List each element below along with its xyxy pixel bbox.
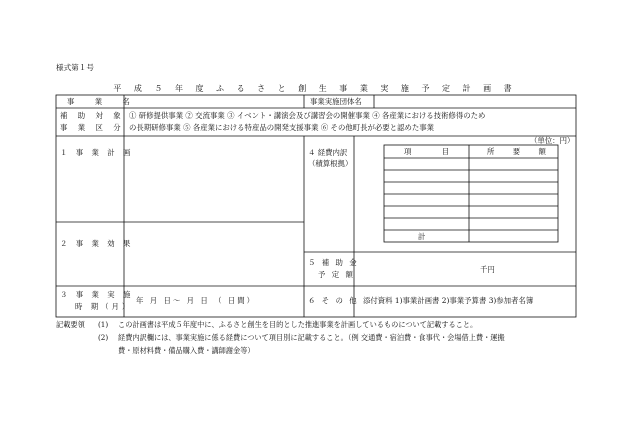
item-column-header: 項 目 bbox=[404, 147, 464, 156]
subsidy-unit: 千円 bbox=[480, 265, 495, 274]
org-name-field[interactable] bbox=[376, 97, 574, 107]
total-label: 計 bbox=[418, 232, 426, 241]
subsidy-amount-field[interactable] bbox=[356, 254, 574, 284]
period-label-line2: 時 期（月） bbox=[75, 302, 133, 311]
subsidy-label-line1: ５ 補 助 金 bbox=[308, 258, 359, 267]
form-number: 様式第１号 bbox=[56, 63, 94, 72]
expense-breakdown-label: ４ 経費内訳 bbox=[308, 148, 348, 157]
project-effect-field[interactable] bbox=[126, 224, 302, 284]
attachments-text: 添付資料 1)事業計画書 2)事業予算書 3)参加者名簿 bbox=[363, 296, 534, 305]
category-label-line1: 補 助 対 象 bbox=[60, 111, 125, 120]
project-plan-label: １ 事 業 計 画 bbox=[60, 148, 134, 157]
category-options-line1: ① 研修提供事業 ② 交流事業 ③ イベント・講演会及び講習会の開催事業 ④ 各産業における技術修得のため bbox=[129, 111, 486, 120]
document-title: 平 成 ５ 年 度 ふ る さ と 創 生 事 業 実 施 予 定 計 画 書 bbox=[113, 84, 517, 93]
other-label: ６ そ の 他 bbox=[308, 296, 359, 305]
unit-note: （単位：円） bbox=[530, 136, 575, 145]
expense-table bbox=[384, 145, 558, 242]
period-label-line1: ３ 事 業 実 施 bbox=[60, 290, 134, 299]
project-plan-field[interactable] bbox=[126, 138, 302, 220]
note-1-text: この計画書は平成５年度中に、ふるさと創生を目的とした推進事業を計画しているものについて記載すること。 bbox=[118, 320, 478, 329]
note-1-number: (1) bbox=[98, 320, 109, 329]
subsidy-label-line2: 予 定 額 bbox=[318, 270, 355, 279]
note-2-text-line2: 費・原材料費・備品購入費・講師謝金等） bbox=[118, 346, 255, 355]
category-label-line2: 事 業 区 分 bbox=[60, 123, 125, 132]
amount-column-header: 所 要 額 bbox=[487, 147, 554, 156]
project-name-label: 事 業 名 bbox=[67, 97, 139, 106]
notes-heading: 記載要領 bbox=[56, 320, 85, 329]
expense-breakdown-sublabel: （積算根拠） bbox=[308, 159, 353, 168]
project-name-field[interactable] bbox=[126, 97, 302, 107]
org-name-label: 事業実施団体名 bbox=[310, 97, 362, 106]
note-2-number: (2) bbox=[98, 333, 109, 342]
category-options-line2: の長期研修事業 ⑤ 各産業における特産品の開発支援事業 ⑥ その他町長が必要と認めた事業 bbox=[129, 123, 435, 132]
period-field[interactable]: 年 月 日〜 月 日 （ 日間） bbox=[136, 296, 257, 305]
note-2-text-line1: 経費内訳欄には、事業実施に係る経費について項目別に記載すること。（例 交通費・宿泊費・食事代・会場借上費・運搬 bbox=[118, 333, 505, 342]
project-effect-label: ２ 事 業 効 果 bbox=[60, 239, 134, 248]
